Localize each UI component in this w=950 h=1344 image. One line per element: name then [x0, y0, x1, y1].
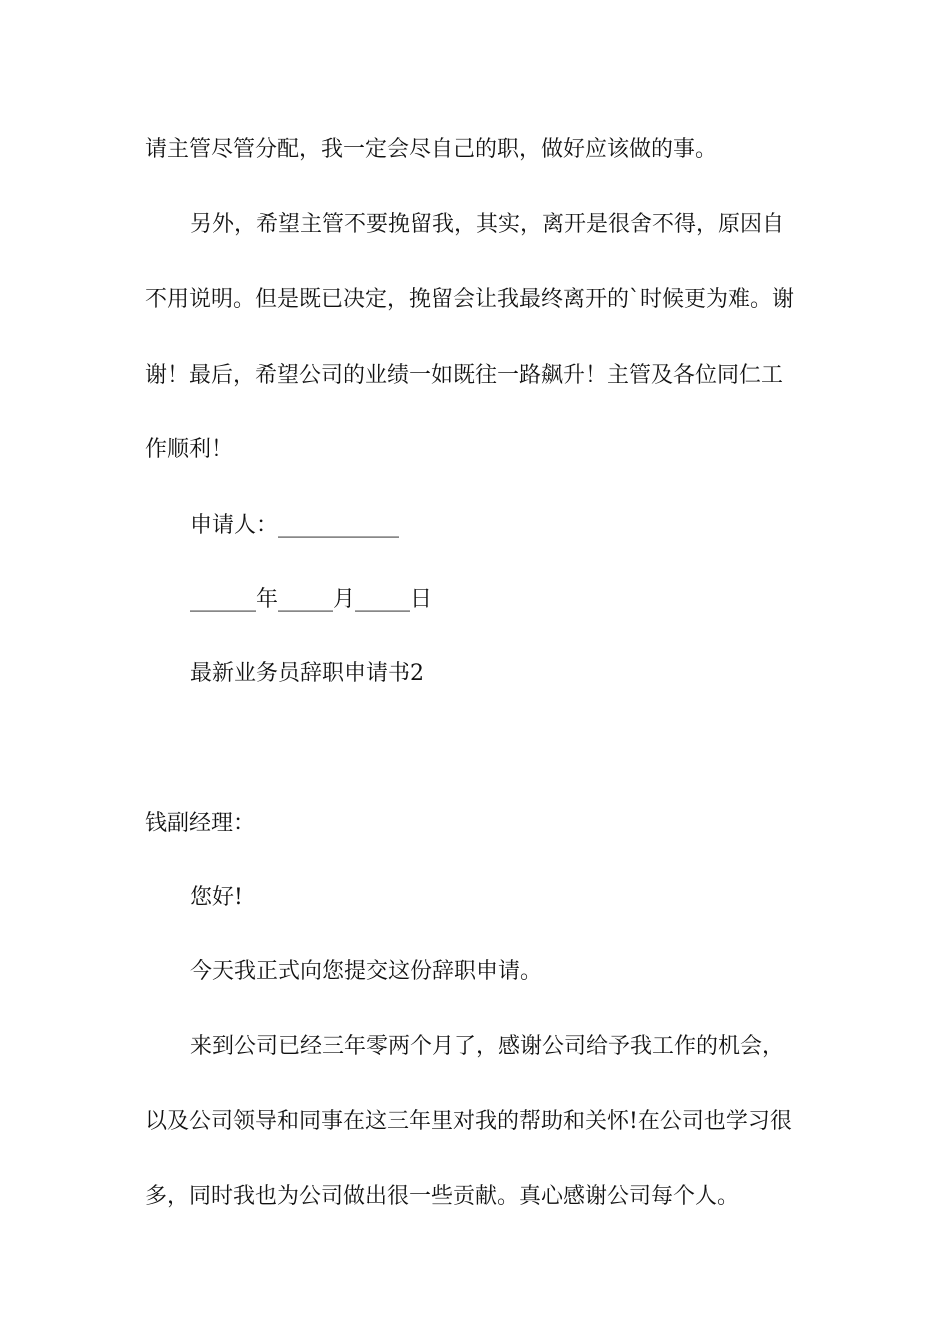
text-line: 请主管尽管分配，我一定会尽自己的职，做好应该做的事。	[145, 137, 718, 162]
text-line: 以及公司领导和同事在这三年里对我的帮助和关怀!在公司也学习很	[145, 1109, 792, 1134]
paragraph-line: 今天我正式向您提交这份辞职申请。	[190, 959, 543, 984]
greeting: 您好!	[190, 885, 243, 910]
paragraph-line: 来到公司已经三年零两个月了，感谢公司给予我工作的机会，	[190, 1034, 785, 1059]
text-line: 谢！最后，希望公司的业绩一如既往一路飙升！主管及各位同仁工	[145, 363, 784, 388]
paragraph-line: 另外，希望主管不要挽留我，其实，离开是很舍不得，原因自	[190, 212, 785, 237]
section-heading: 最新业务员辞职申请书2	[190, 661, 424, 686]
text-line: 作顺利！	[145, 437, 234, 462]
text-line: 多，同时我也为公司做出很一些贡献。真心感谢公司每个人。	[145, 1184, 740, 1209]
date-line: ______年_____月_____日	[190, 587, 433, 612]
salutation: 钱副经理：	[145, 811, 256, 836]
applicant-line: 申请人：___________	[190, 513, 400, 538]
text-line: 不用说明。但是既已决定，挽留会让我最终离开的`时候更为难。谢	[145, 287, 795, 312]
